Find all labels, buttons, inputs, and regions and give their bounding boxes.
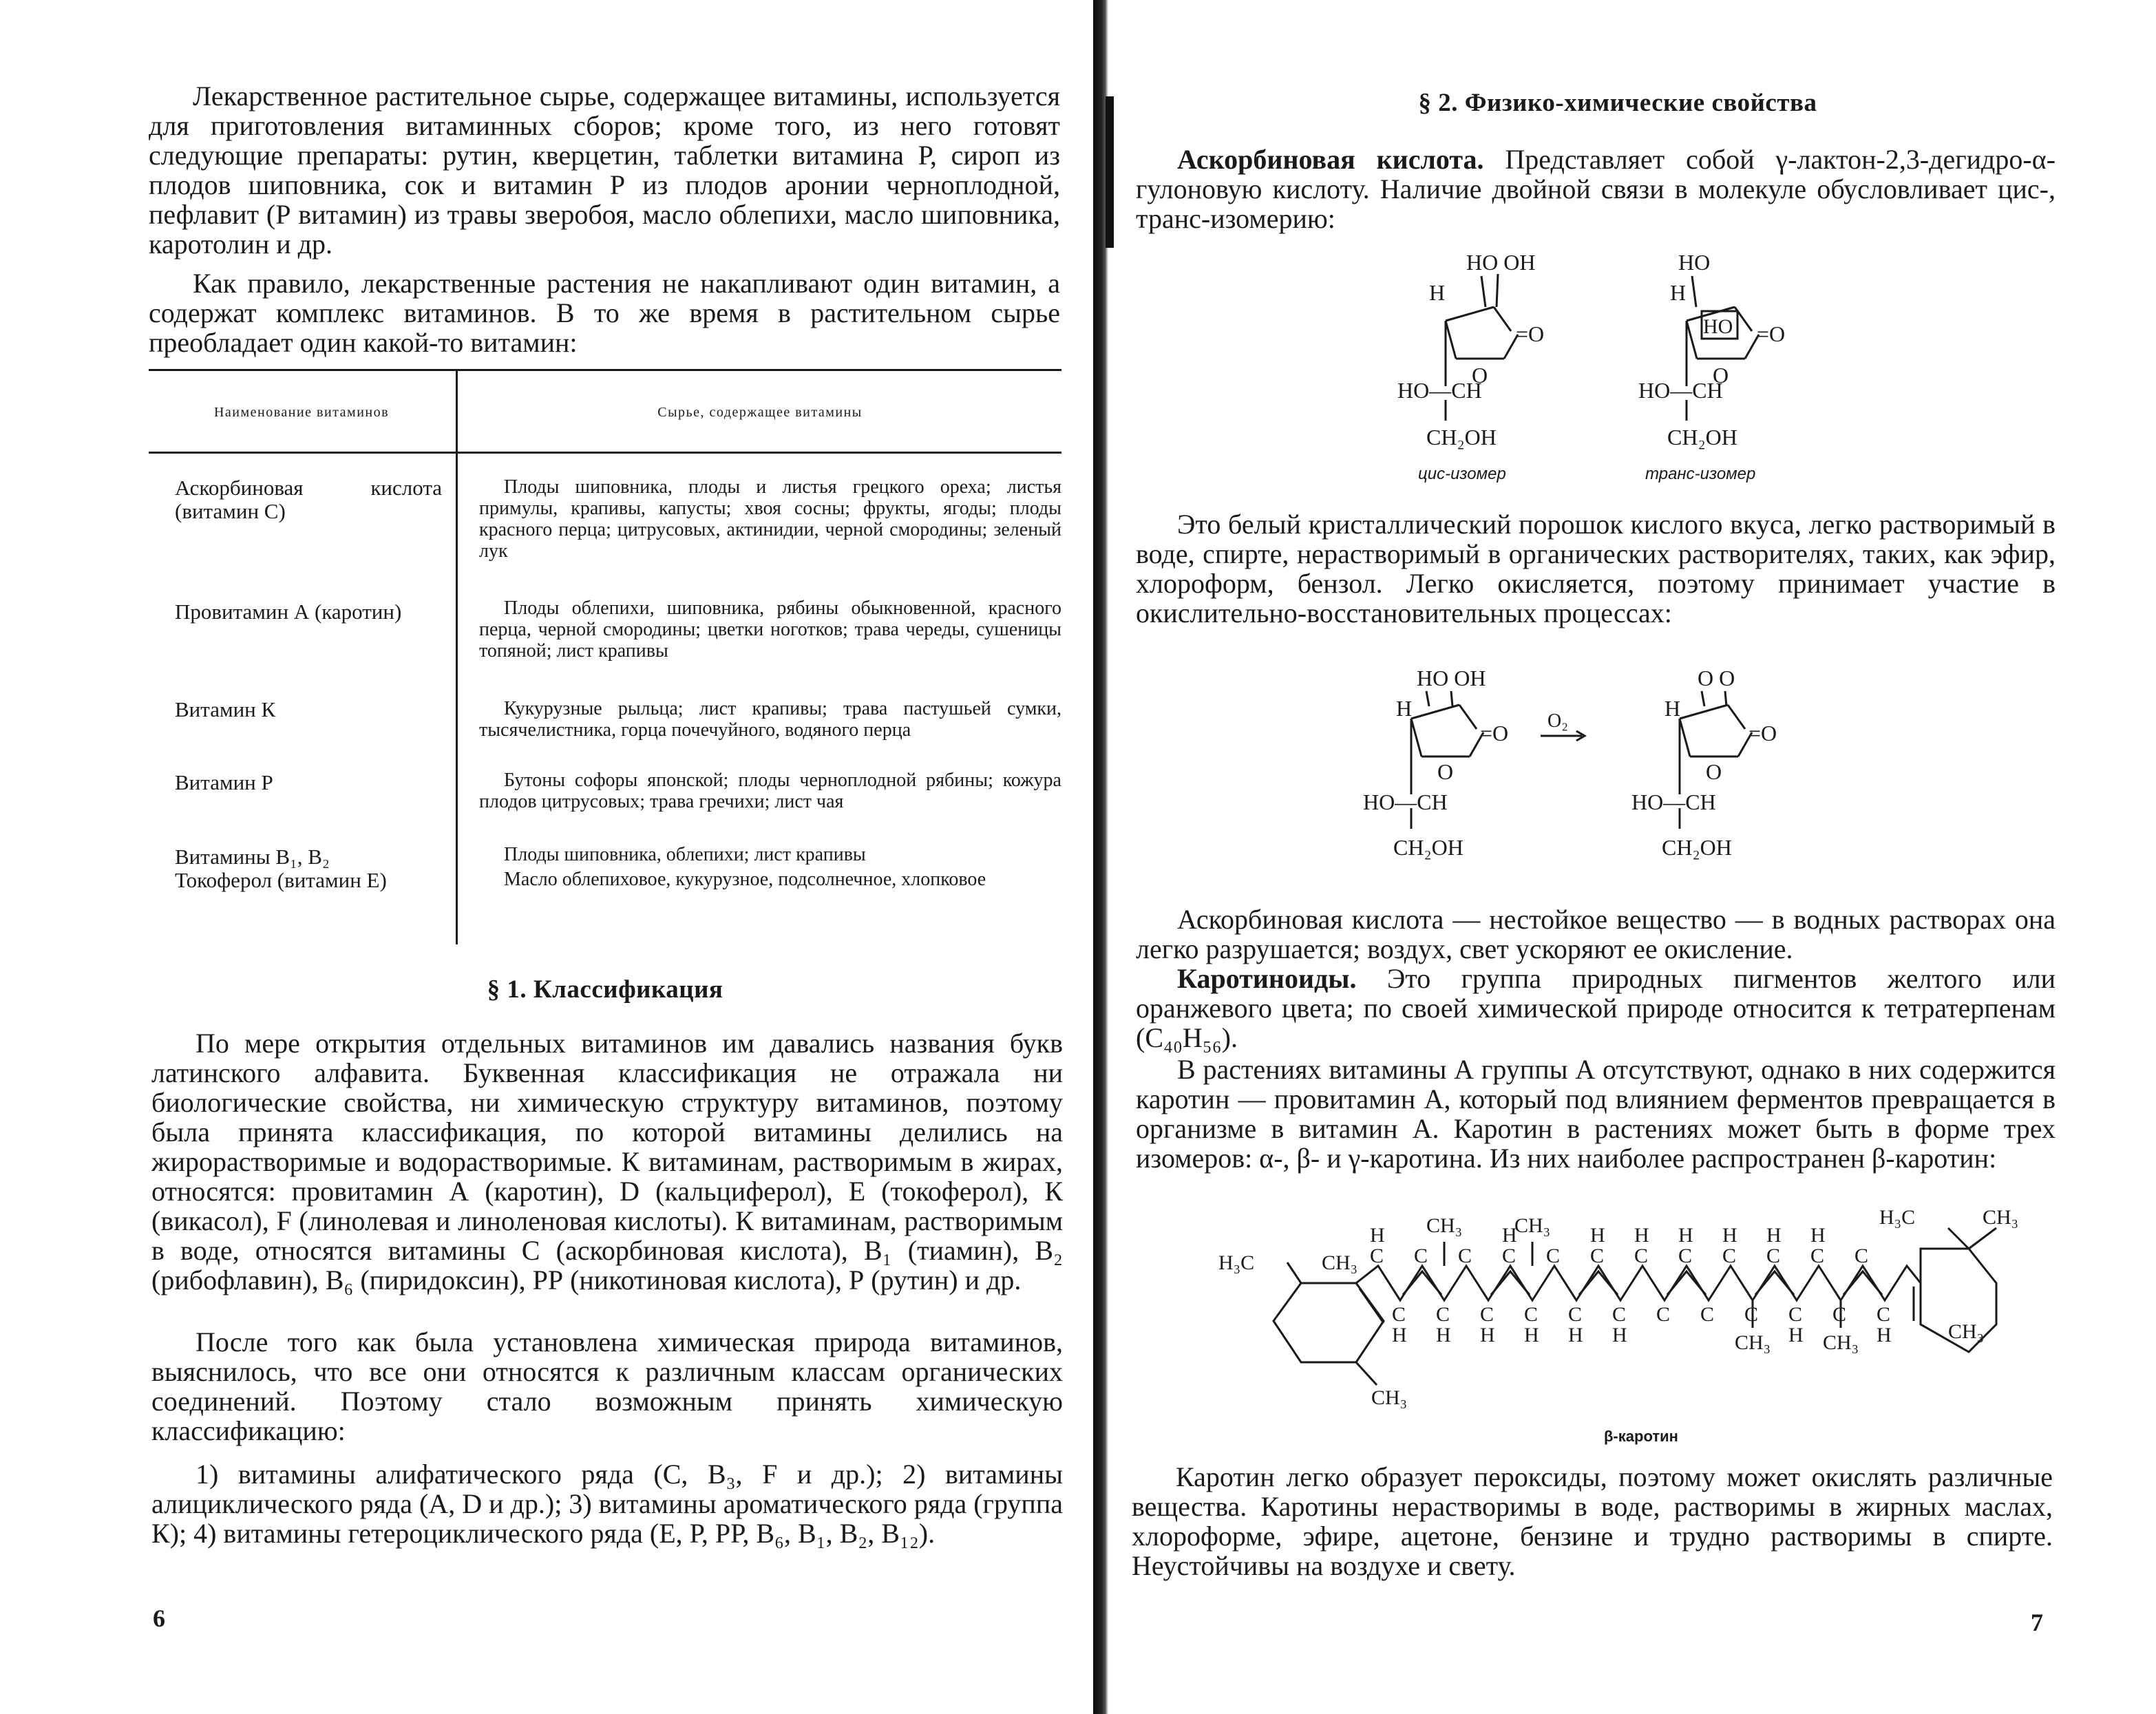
chain-c: C xyxy=(1546,1245,1561,1267)
table-row-source: Плоды шиповника, облепихи; лист крапивы xyxy=(504,844,866,865)
chain-c: C xyxy=(1436,1303,1450,1326)
section1-paragraph-3: 1) витамины алифатического ряда (С, B₃, F и др.); 2) витамины алициклического ряда (А, D и др.); 3) витамины ароматического ряда (группа К); 4) витамины гетероциклического ряда (Е, Р, РР, B₆, B₁, B₂, B₁₂). xyxy=(151,1459,1063,1549)
trans-ho-ch: HO—CH xyxy=(1638,378,1723,403)
left-h3c: H₃C xyxy=(1218,1251,1255,1274)
table-column-divider xyxy=(456,369,458,944)
reactant-ho-ch: HO—CH xyxy=(1363,790,1448,814)
chain-c: C xyxy=(1810,1245,1825,1267)
carotenoids-paragraph xyxy=(1136,964,2055,1052)
chain-h: H xyxy=(1788,1324,1804,1346)
chain-c: C xyxy=(1502,1245,1516,1267)
chain-c: C xyxy=(1832,1303,1847,1326)
chain-c: C xyxy=(1744,1303,1759,1326)
chain-ch3-1: CH₃ xyxy=(1426,1214,1463,1237)
oxidation-reagent: O₂ xyxy=(1547,710,1568,732)
table-top-rule xyxy=(149,369,1061,371)
reactant-carbonyl: =O xyxy=(1480,721,1509,745)
table-row-name: Провитамин А (каротин) xyxy=(175,600,402,624)
product-ch2oh: CH₂OH xyxy=(1662,835,1732,860)
cis-ho-ch: HO—CH xyxy=(1397,378,1482,403)
chain-h: H xyxy=(1524,1324,1539,1346)
oxidation-figure xyxy=(1363,664,1996,891)
ascorbic-properties: Это белый кристаллический порошок кислого вкуса, легко растворимый в воде, спирте, нерастворимый в органических растворителях, таких, как эфир, хлороформ, бензол. Легко окисляется, поэтому принимает участие в окислительно-восстановительных процессах: xyxy=(1136,509,2055,628)
chain-c: C xyxy=(1568,1303,1583,1326)
right-ch3-top: CH₃ xyxy=(1983,1207,2019,1229)
product-h: H xyxy=(1664,696,1681,721)
left-ring xyxy=(1273,1262,1384,1385)
product-ho-ch: HO—CH xyxy=(1631,790,1716,814)
chain-c: C xyxy=(1370,1245,1384,1267)
ascorbic-isomers-figure xyxy=(1363,245,1969,500)
chain-c: C xyxy=(1612,1303,1627,1326)
chain-c: C xyxy=(1722,1245,1737,1267)
table-row-name: Витамины B₁, B₂ xyxy=(175,845,330,869)
chain-ch3-2: CH₃ xyxy=(1514,1214,1551,1237)
table-row-source: Бутоны софоры японской; плоды черноплодной рябины; кожура плодов цитрусовых; трава гречихи; лист чая xyxy=(479,770,1061,812)
beta-carotene-figure xyxy=(1218,1207,2058,1448)
table-header-rule xyxy=(149,452,1061,454)
table-row-source: Плоды облепихи, шиповника, рябины обыкновенной, красного перца, черной смородины; цветки ноготков; трава череды, сушеницы топяной; лист крапивы xyxy=(479,597,1061,662)
reactant-ho-oh: HO OH xyxy=(1417,666,1486,690)
beta-carotene-caption: β-каротин xyxy=(1604,1428,1678,1445)
chain-h: H xyxy=(1502,1224,1517,1247)
trans-ho-inner: HO xyxy=(1703,315,1733,338)
table-row-source: Кукурузные рыльца; лист крапивы; трава пастушьей сумки, тысячелистника, горца почечуйного, водяного перца xyxy=(479,698,1061,741)
section1-paragraph-2: После того как была установлена химическая природа витаминов, выяснилось, что все они относятся к различным классам органических соединений. Поэтому стало возможным принять химическую классификацию: xyxy=(151,1326,1063,1446)
reactant-h: H xyxy=(1396,696,1413,721)
chain-c: C xyxy=(1392,1303,1406,1326)
intro-paragraph: Лекарственное растительное сырье, содержащее витамины, используется для приготовления витаминных сборов; кроме того, из него готовят следующие препараты: рутин, кверцетин, таблетки витамина Р, сироп из плодов шиповника, сок и витамин Р из плодов аронии черноплодной, пефлавит (Р витамин) из травы зверобоя, масло облепихи, масло шиповника, каротолин и др. xyxy=(149,81,1060,260)
chain-c: C xyxy=(1656,1303,1671,1326)
chain-h: H xyxy=(1810,1224,1826,1247)
chain-c: C xyxy=(1634,1245,1649,1267)
section2-title: § 2. Физико-химические свойства xyxy=(1418,89,1817,117)
table-header-name: Наименование витаминов xyxy=(213,405,390,420)
ascorbic-intro-text: Представляет собой γ-лактон-2,3-дегидро-α-гулоновую кислоту. Наличие двойной связи в молекуле обусловливает цис-, транс-изомерию: xyxy=(1136,144,2056,234)
carotene-paragraph: В растениях витамины А группы А отсутствуют, однако в них содержится каротин — провитамин А, который под влиянием ферментов превращается в организме в витамин А. Каротин в растениях может быть в форме трех изомеров: α-, β- и γ-каротина. Из них наиболее распространен β-каротин: xyxy=(1136,1054,2055,1174)
chain-h: H xyxy=(1590,1224,1605,1247)
chain-c: C xyxy=(1854,1245,1869,1267)
chain-h: H xyxy=(1568,1324,1583,1346)
product-carbonyl: =O xyxy=(1748,721,1777,745)
cis-o: O xyxy=(1472,363,1488,388)
chain-c: C xyxy=(1590,1245,1605,1267)
cis-ho-oh: HO OH xyxy=(1466,250,1536,275)
trans-carbonyl: =O xyxy=(1757,321,1786,346)
chain-h: H xyxy=(1722,1224,1737,1247)
carotene-final-paragraph: Каротин легко образует пероксиды, поэтому может окислять различные вещества. Каротины нерастворимы в воде, растворимы в жирных маслах, хлороформе, эфире, ацетоне, бензине и трудно растворимы в спирте. Неустойчивы на воздухе и свету. xyxy=(1132,1461,2053,1581)
chain-h: H xyxy=(1678,1224,1693,1247)
chain-h: H xyxy=(1436,1324,1451,1346)
cis-caption: цис-изомер xyxy=(1418,465,1506,483)
right-ch3-bottom: CH₃ xyxy=(1948,1320,1985,1343)
page-number-left: 6 xyxy=(153,1605,165,1632)
page-number-right: 7 xyxy=(2031,1609,2043,1636)
chain-h: H xyxy=(1370,1224,1385,1247)
trans-h: H xyxy=(1670,280,1687,305)
chain-ch3-3: CH₃ xyxy=(1735,1331,1771,1354)
chain-ch3-4: CH₃ xyxy=(1823,1331,1859,1354)
chain-c: C xyxy=(1524,1303,1539,1326)
section1-title: § 1. Классификация xyxy=(487,975,723,1004)
cis-h: H xyxy=(1429,280,1446,305)
chain-c: C xyxy=(1458,1245,1472,1267)
trans-o: O xyxy=(1713,363,1729,388)
chain-h: H xyxy=(1480,1324,1495,1346)
ascorbic-intro xyxy=(1136,145,2055,233)
right-page xyxy=(1101,0,2156,1714)
section1-paragraph-1: По мере открытия отдельных витаминов им давались названия букв латинского алфавита. Буквенная классификация не отражала ни биологические свойства, ни химическую структуру витаминов, поэтому была принята классификация, по которой витамины делились на жирорастворимые и водорастворимые. К витаминам, растворимым в жирах, относятся: провитамин А (каротин), D (кальциферол), Е (токоферол), К (викасол), F (линолевая и линоленовая кислоты). К витаминам, растворимым в воде, относятся витамины С (аскорбиновая кислота), B₁ (тиамин), B₂ (рибофлавин), B₆ (пиридоксин), РР (никотиновая кислота), Р (рутин) и др. xyxy=(151,1028,1063,1295)
right-h3c: H₃C xyxy=(1879,1207,1916,1229)
ascorbic-unstable: Аскорбиновая кислота — нестойкое вещество — в водных растворах она легко разрушается; воздух, свет ускоряют ее окисление. xyxy=(1136,904,2055,964)
table-row-name: Витамин Р xyxy=(175,770,273,794)
cis-carbonyl: =O xyxy=(1516,321,1545,346)
chain-c: C xyxy=(1414,1245,1428,1267)
table-row-name: Аскорбиновая кислота (витамин С) xyxy=(175,476,442,523)
product-o: O xyxy=(1706,759,1722,784)
chain-c: C xyxy=(1877,1303,1891,1326)
table-row-source: Масло облепиховое, кукурузное, подсолнечное, хлопковое xyxy=(504,869,986,890)
carotenoids-lead: Каротиноиды. xyxy=(1177,963,1357,994)
table-header-source: Сырье, содержащее витамины xyxy=(657,405,863,420)
table-row-name: Витамин К xyxy=(175,697,276,721)
left-ch3-top: CH₃ xyxy=(1322,1251,1358,1274)
chain-c: C xyxy=(1766,1245,1781,1267)
chain-h: H xyxy=(1392,1324,1407,1346)
chain-c: C xyxy=(1700,1303,1715,1326)
trans-ho: HO xyxy=(1678,250,1711,275)
chain-h: H xyxy=(1877,1324,1892,1346)
chain-c: C xyxy=(1678,1245,1693,1267)
ascorbic-lead: Аскорбиновая кислота. xyxy=(1177,144,1484,175)
trans-ch2oh: CH₂OH xyxy=(1667,425,1737,449)
second-paragraph: Как правило, лекарственные растения не накапливают один витамин, а содержат комплекс витаминов. В то же время в растительном сырье преобладает один какой-то витамин: xyxy=(149,268,1060,358)
chain-c: C xyxy=(1480,1303,1494,1326)
chain-c: C xyxy=(1788,1303,1803,1326)
trans-caption: транс-изомер xyxy=(1645,465,1756,483)
chain-h: H xyxy=(1612,1324,1627,1346)
chain-h: H xyxy=(1634,1224,1649,1247)
chain-h: H xyxy=(1766,1224,1782,1247)
reactant-ch2oh: CH₂OH xyxy=(1393,835,1463,860)
table-row-name: Токоферол (витамин Е) xyxy=(175,868,387,892)
cis-ch2oh: CH₂OH xyxy=(1426,425,1497,449)
product-o-o: O O xyxy=(1698,666,1735,690)
carotenoids-text: Это группа природных пигментов желтого или оранжевого цвета; по своей химической природе относится к тетратерпенам (C₄₀H₅₆). xyxy=(1136,963,2056,1053)
reactant-o: O xyxy=(1437,759,1454,784)
left-ch3-bottom: CH₃ xyxy=(1371,1386,1408,1409)
table-row-source: Плоды шиповника, плоды и листья грецкого ореха; листья примулы, крапивы, капусты; хвоя сосны; фрукты, ягоды; плоды красного перца; цитрусовых, актинидии, черной смородины; зеленый лук xyxy=(479,476,1061,562)
